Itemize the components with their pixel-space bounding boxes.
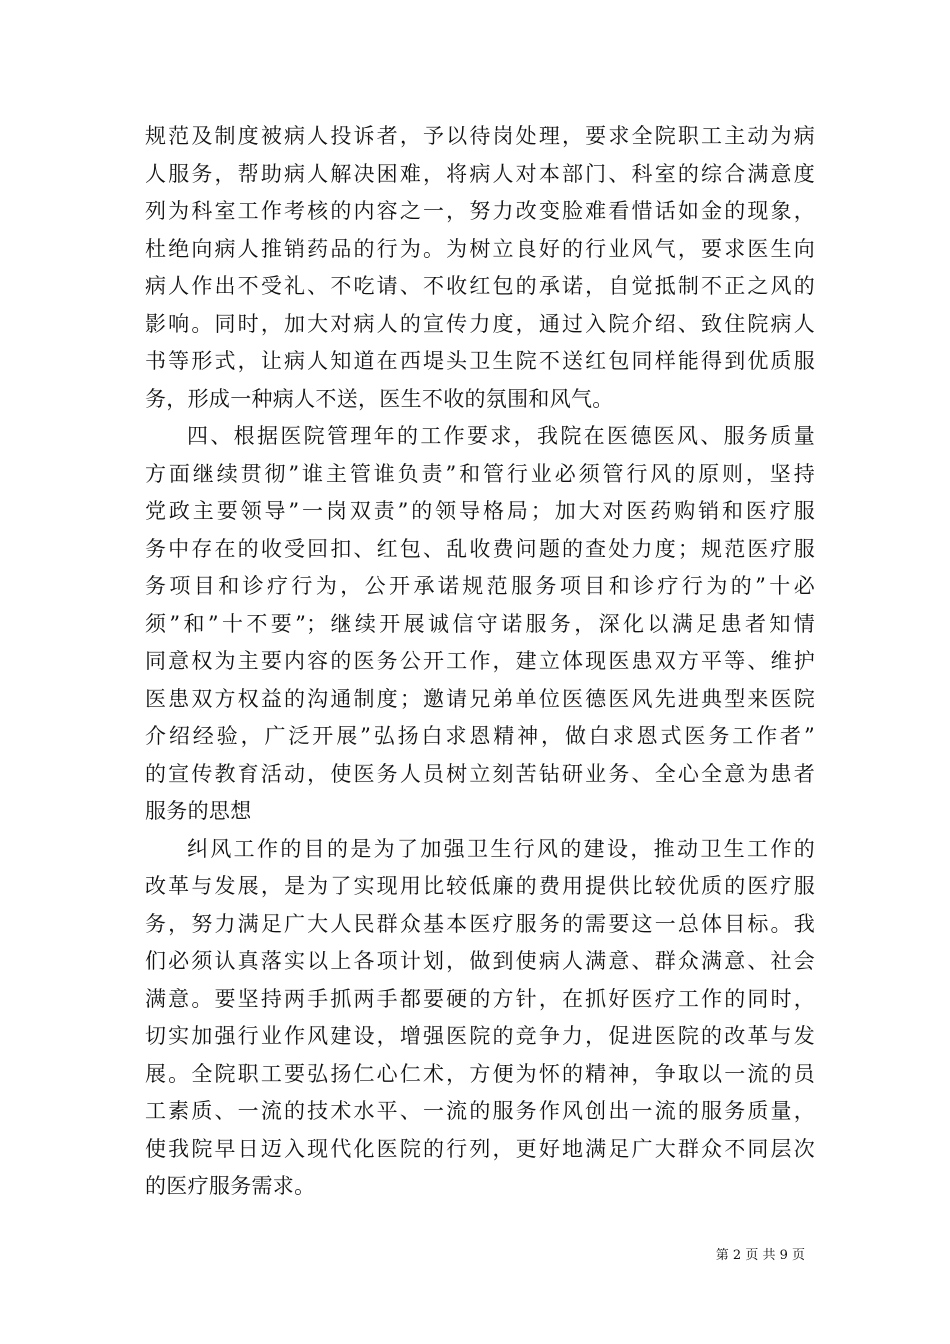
- text-line: 切实加强行业作风建设，增强医院的竞争力，促进医院的改革与发: [145, 1024, 815, 1048]
- text-line: 规范及制度被病人投诉者，予以待岗处理，要求全院职工主动为病: [145, 124, 815, 148]
- page-number-footer: [716, 1248, 805, 1264]
- paragraph-start-line: 纠风工作的目的是为了加强卫生行风的建设，推动卫生工作的: [187, 836, 815, 861]
- text-line: 满意。要坚持两手抓两手都要硬的方针，在抓好医疗工作的同时，: [145, 986, 815, 1011]
- text-line: 列为科室工作考核的内容之一，努力改变脸难看惜话如金的现象，: [145, 199, 815, 223]
- text-line: 须”和”十不要”；继续开展诚信守诺服务，深化以满足患者知情: [145, 611, 815, 636]
- text-line: 介绍经验，广泛开展”弘扬白求恩精神，做白求恩式医务工作者”: [145, 724, 815, 748]
- text-line: 展。全院职工要弘扬仁心仁术，方便为怀的精神，争取以一流的员: [145, 1061, 815, 1086]
- text-line: 务中存在的收受回扣、红包、乱收费问题的查处力度；规范医疗服: [145, 536, 815, 561]
- page-number-label: 第 2 页 共 9 页: [715, 1248, 805, 1263]
- text-line: 人服务，帮助病人解决困难，将病人对本部门、科室的综合满意度: [145, 161, 815, 186]
- paragraph-start-line: 四、根据医院管理年的工作要求，我院在医德医风、服务质量: [187, 424, 815, 448]
- document-body: [145, 118, 815, 1206]
- text-line: 们必须认真落实以上各项计划，做到使病人满意、群众满意、社会: [145, 949, 815, 973]
- text-line: 务，努力满足广大人民群众基本医疗服务的需要这一总体目标。我: [145, 911, 815, 936]
- text-line: 影响。同时，加大对病人的宣传力度，通过入院介绍、致住院病人: [145, 311, 815, 336]
- text-line: 务，形成一种病人不送，医生不收的氛围和风气。: [145, 386, 614, 411]
- text-line: 的医疗服务需求。: [145, 1174, 316, 1198]
- text-line: 医患双方权益的沟通制度；邀请兄弟单位医德医风先进典型来医院: [145, 686, 815, 711]
- text-line: 党政主要领导”一岗双责”的领导格局；加大对医药购销和医疗服: [145, 499, 815, 523]
- text-line: 使我院早日迈入现代化医院的行列，更好地满足广大群众不同层次: [145, 1136, 815, 1161]
- text-line: 病人作出不受礼、不吃请、不收红包的承诺，自觉抵制不正之风的: [145, 274, 815, 298]
- text-line: 同意权为主要内容的医务公开工作，建立体现医患双方平等、维护: [145, 649, 815, 673]
- text-line: 改革与发展，是为了实现用比较低廉的费用提供比较优质的医疗服: [145, 874, 815, 898]
- text-line: 杜绝向病人推销药品的行为。为树立良好的行业风气，要求医生向: [145, 236, 815, 261]
- text-line: 服务的思想: [145, 799, 252, 823]
- text-line: 工素质、一流的技术水平、一流的服务作风创出一流的服务质量，: [145, 1099, 815, 1123]
- text-line: 的宣传教育活动，使医务人员树立刻苦钻研业务、全心全意为患者: [145, 761, 815, 786]
- text-line: 书等形式，让病人知道在西堤头卫生院不送红包同样能得到优质服: [145, 349, 815, 373]
- text-line: 务项目和诊疗行为，公开承诺规范服务项目和诊疗行为的”十必: [145, 574, 815, 598]
- text-line: 方面继续贯彻”谁主管谁负责”和管行业必须管行风的原则，坚持: [145, 461, 815, 486]
